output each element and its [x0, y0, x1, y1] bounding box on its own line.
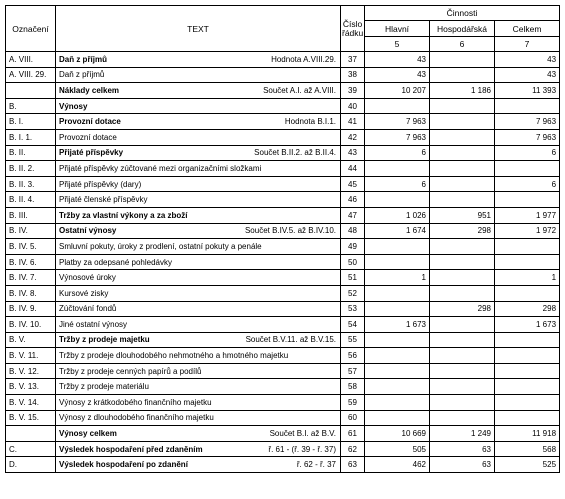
value-total	[495, 363, 560, 379]
row-text-cell	[56, 52, 341, 68]
row-number: 41	[341, 114, 365, 130]
value-economic	[430, 176, 495, 192]
value-total	[495, 98, 560, 114]
row-number: 56	[341, 348, 365, 364]
row-code: B. IV. 9.	[6, 301, 56, 317]
row-text-cell	[56, 176, 341, 192]
value-economic	[430, 67, 495, 83]
table-row	[6, 67, 560, 83]
value-economic	[430, 98, 495, 114]
value-main: 43	[365, 52, 430, 68]
table-row	[6, 348, 560, 364]
row-text-cell	[56, 223, 341, 239]
row-code: A. VIII. 29.	[6, 67, 56, 83]
row-reference: ř. 62 - ř. 37	[296, 460, 336, 470]
row-number: 52	[341, 285, 365, 301]
row-code: B. I. 1.	[6, 129, 56, 145]
row-code: B. V. 14.	[6, 395, 56, 411]
income-statement	[5, 5, 560, 473]
value-economic: 951	[430, 207, 495, 223]
header-total-number: 7	[495, 37, 560, 52]
value-economic	[430, 239, 495, 255]
value-economic: 63	[430, 441, 495, 457]
value-total: 43	[495, 67, 560, 83]
row-label: Náklady celkem	[59, 85, 120, 95]
value-economic	[430, 317, 495, 333]
value-main: 1 673	[365, 317, 430, 333]
value-total: 568	[495, 441, 560, 457]
row-text-cell	[56, 67, 341, 83]
row-code	[6, 83, 56, 99]
table-row	[6, 426, 560, 442]
value-economic	[430, 270, 495, 286]
value-main	[365, 363, 430, 379]
row-label: Přijaté členské příspěvky	[59, 195, 148, 205]
value-economic: 63	[430, 457, 495, 473]
row-label: Ostatní výnosy	[59, 226, 117, 236]
row-label: Provozní dotace	[59, 117, 121, 127]
value-total: 6	[495, 176, 560, 192]
table-row	[6, 223, 560, 239]
value-economic: 298	[430, 223, 495, 239]
table-row	[6, 301, 560, 317]
row-text-cell	[56, 441, 341, 457]
row-code: B. II. 3.	[6, 176, 56, 192]
value-total	[495, 395, 560, 411]
row-text-cell	[56, 161, 341, 177]
table-header	[6, 6, 560, 52]
value-total	[495, 254, 560, 270]
row-reference: Hodnota A.VIII.29.	[271, 54, 336, 64]
row-reference: Součet A.I. až A.VIII.	[263, 85, 336, 95]
value-total	[495, 161, 560, 177]
header-main-number: 5	[365, 37, 430, 52]
value-economic	[430, 410, 495, 426]
row-code: B. I.	[6, 114, 56, 130]
row-number: 59	[341, 395, 365, 411]
row-text-cell	[56, 317, 341, 333]
table-row	[6, 270, 560, 286]
row-label: Výnosy	[59, 101, 88, 111]
value-total: 43	[495, 52, 560, 68]
row-label: Tržby z prodeje majetku	[59, 335, 150, 345]
row-code: B. V. 12.	[6, 363, 56, 379]
value-main: 10 669	[365, 426, 430, 442]
value-main	[365, 254, 430, 270]
value-total	[495, 239, 560, 255]
table-row	[6, 332, 560, 348]
value-main: 43	[365, 67, 430, 83]
row-text-cell	[56, 395, 341, 411]
row-reference: Součet B.IV.5. až B.IV.10.	[244, 226, 336, 236]
value-total: 11 393	[495, 83, 560, 99]
row-label: Výnosy z krátkodobého finančního majetku	[59, 397, 212, 407]
value-economic	[430, 332, 495, 348]
value-total: 1 972	[495, 223, 560, 239]
row-reference: Hodnota B.I.1.	[284, 117, 336, 127]
table-row	[6, 161, 560, 177]
row-reference: ř. 61 - (ř. 39 - ř. 37)	[268, 444, 336, 454]
value-economic	[430, 145, 495, 161]
row-text-cell	[56, 348, 341, 364]
row-code: B.	[6, 98, 56, 114]
header-total: Celkem	[495, 21, 560, 37]
table-row	[6, 129, 560, 145]
value-total	[495, 379, 560, 395]
value-total: 1	[495, 270, 560, 286]
value-economic	[430, 114, 495, 130]
row-text-cell	[56, 363, 341, 379]
table-row	[6, 192, 560, 208]
row-text-cell	[56, 207, 341, 223]
row-reference: Součet B.I. až B.V.	[269, 429, 336, 439]
row-text-cell	[56, 239, 341, 255]
row-code: B. IV. 8.	[6, 285, 56, 301]
row-label: Výnosy z dlouhodobého finančního majetku	[59, 413, 214, 423]
value-total	[495, 332, 560, 348]
value-economic: 1 186	[430, 83, 495, 99]
row-number: 60	[341, 410, 365, 426]
row-number: 49	[341, 239, 365, 255]
value-main	[365, 348, 430, 364]
value-total: 1 673	[495, 317, 560, 333]
row-number: 39	[341, 83, 365, 99]
table-row	[6, 457, 560, 473]
value-main: 7 963	[365, 114, 430, 130]
value-economic: 298	[430, 301, 495, 317]
row-code: B. V. 15.	[6, 410, 56, 426]
row-code: B. IV. 5.	[6, 239, 56, 255]
header-row-number: Číslo řádku	[341, 6, 365, 52]
value-main: 10 207	[365, 83, 430, 99]
value-economic	[430, 395, 495, 411]
value-economic	[430, 52, 495, 68]
value-main: 7 963	[365, 129, 430, 145]
row-number: 53	[341, 301, 365, 317]
row-label: Smluvní pokuty, úroky z prodlení, ostatní pokuty a penále	[59, 241, 262, 251]
row-number: 48	[341, 223, 365, 239]
row-number: 46	[341, 192, 365, 208]
row-label: Platby za odepsané pohledávky	[59, 257, 172, 267]
row-label: Tržby z prodeje dlouhodobého nehmotného a hmotného majetku	[59, 351, 289, 361]
row-number: 57	[341, 363, 365, 379]
row-label: Jiné ostatní výnosy	[59, 319, 128, 329]
header-activities: Činnosti	[365, 6, 560, 21]
row-number: 44	[341, 161, 365, 177]
row-code: B. V.	[6, 332, 56, 348]
table-row	[6, 363, 560, 379]
table-row	[6, 176, 560, 192]
row-text-cell	[56, 192, 341, 208]
table-row	[6, 395, 560, 411]
row-label: Provozní dotace	[59, 132, 117, 142]
row-code: C.	[6, 441, 56, 457]
row-number: 50	[341, 254, 365, 270]
value-economic	[430, 161, 495, 177]
row-number: 43	[341, 145, 365, 161]
row-text-cell	[56, 270, 341, 286]
value-economic	[430, 285, 495, 301]
value-economic	[430, 363, 495, 379]
row-code: B. II.	[6, 145, 56, 161]
row-text-cell	[56, 426, 341, 442]
value-main	[365, 395, 430, 411]
row-text-cell	[56, 332, 341, 348]
value-total: 525	[495, 457, 560, 473]
row-code	[6, 426, 56, 442]
value-main	[365, 301, 430, 317]
table-row	[6, 254, 560, 270]
header-text: TEXT	[56, 6, 341, 52]
value-total: 7 963	[495, 114, 560, 130]
table-row	[6, 83, 560, 99]
table-row	[6, 285, 560, 301]
row-code: B. V. 11.	[6, 348, 56, 364]
value-main: 6	[365, 176, 430, 192]
value-main	[365, 239, 430, 255]
row-code: B. IV. 7.	[6, 270, 56, 286]
value-main: 1 026	[365, 207, 430, 223]
row-code: B. IV.	[6, 223, 56, 239]
row-number: 58	[341, 379, 365, 395]
value-total: 7 963	[495, 129, 560, 145]
header-code: Označení	[6, 6, 56, 52]
value-main	[365, 192, 430, 208]
value-main	[365, 332, 430, 348]
value-total	[495, 410, 560, 426]
value-main	[365, 410, 430, 426]
row-code: B. II. 4.	[6, 192, 56, 208]
value-economic	[430, 129, 495, 145]
value-main: 1	[365, 270, 430, 286]
table-row	[6, 441, 560, 457]
row-number: 37	[341, 52, 365, 68]
value-total: 11 918	[495, 426, 560, 442]
row-number: 62	[341, 441, 365, 457]
row-label: Tržby z prodeje cenných papírů a podílů	[59, 366, 202, 376]
row-reference: Součet B.II.2. až B.II.4.	[254, 148, 336, 158]
row-number: 51	[341, 270, 365, 286]
row-code: B. V. 13.	[6, 379, 56, 395]
row-label: Výsledek hospodaření před zdaněním	[59, 444, 203, 454]
value-main	[365, 98, 430, 114]
row-text-cell	[56, 301, 341, 317]
row-number: 38	[341, 67, 365, 83]
row-label: Výnosy celkem	[59, 429, 117, 439]
row-label: Tržby za vlastní výkony a za zboží	[59, 210, 188, 220]
row-text-cell	[56, 410, 341, 426]
value-main: 462	[365, 457, 430, 473]
row-text-cell	[56, 83, 341, 99]
value-total	[495, 348, 560, 364]
value-main	[365, 379, 430, 395]
row-number: 45	[341, 176, 365, 192]
row-text-cell	[56, 254, 341, 270]
value-economic	[430, 192, 495, 208]
row-code: A. VIII.	[6, 52, 56, 68]
row-text-cell	[56, 379, 341, 395]
row-code: B. III.	[6, 207, 56, 223]
table-row	[6, 207, 560, 223]
table-row	[6, 145, 560, 161]
row-text-cell	[56, 457, 341, 473]
value-total: 1 977	[495, 207, 560, 223]
row-label: Přijaté příspěvky zúčtované mezi organizačními složkami	[59, 163, 262, 173]
value-total	[495, 285, 560, 301]
row-label: Daň z příjmů	[59, 54, 108, 64]
table-row	[6, 410, 560, 426]
row-text-cell	[56, 285, 341, 301]
value-economic	[430, 254, 495, 270]
row-label: Výsledek hospodaření po zdanění	[59, 460, 188, 470]
value-main	[365, 161, 430, 177]
value-main: 6	[365, 145, 430, 161]
row-number: 61	[341, 426, 365, 442]
value-economic	[430, 348, 495, 364]
row-text-cell	[56, 129, 341, 145]
table-row	[6, 379, 560, 395]
value-main: 1 674	[365, 223, 430, 239]
table-row	[6, 52, 560, 68]
row-code: B. IV. 10.	[6, 317, 56, 333]
table-body	[6, 52, 560, 473]
value-main: 505	[365, 441, 430, 457]
value-total: 298	[495, 301, 560, 317]
income-statement-table	[5, 5, 560, 473]
row-number: 42	[341, 129, 365, 145]
row-label: Kursové zisky	[59, 288, 109, 298]
row-number: 47	[341, 207, 365, 223]
table-row	[6, 317, 560, 333]
row-code: B. II. 2.	[6, 161, 56, 177]
table-row	[6, 114, 560, 130]
row-text-cell	[56, 145, 341, 161]
table-row	[6, 239, 560, 255]
row-text-cell	[56, 98, 341, 114]
row-label: Zúčtování fondů	[59, 304, 117, 314]
value-total: 6	[495, 145, 560, 161]
row-label: Tržby z prodeje materiálu	[59, 382, 149, 392]
row-label: Výnosové úroky	[59, 273, 116, 283]
value-main	[365, 285, 430, 301]
row-label: Přijaté příspěvky	[59, 148, 124, 158]
row-label: Přijaté příspěvky (dary)	[59, 179, 142, 189]
row-label: Daň z příjmů	[59, 70, 105, 80]
row-reference: Součet B.V.11. až B.V.15.	[245, 335, 336, 345]
row-code: D.	[6, 457, 56, 473]
value-economic	[430, 379, 495, 395]
row-number: 54	[341, 317, 365, 333]
value-economic: 1 249	[430, 426, 495, 442]
value-total	[495, 192, 560, 208]
row-number: 63	[341, 457, 365, 473]
table-row	[6, 98, 560, 114]
row-code: B. IV. 6.	[6, 254, 56, 270]
header-main: Hlavní	[365, 21, 430, 37]
header-economic-number: 6	[430, 37, 495, 52]
row-number: 55	[341, 332, 365, 348]
header-economic: Hospodářská	[430, 21, 495, 37]
row-number: 40	[341, 98, 365, 114]
row-text-cell	[56, 114, 341, 130]
